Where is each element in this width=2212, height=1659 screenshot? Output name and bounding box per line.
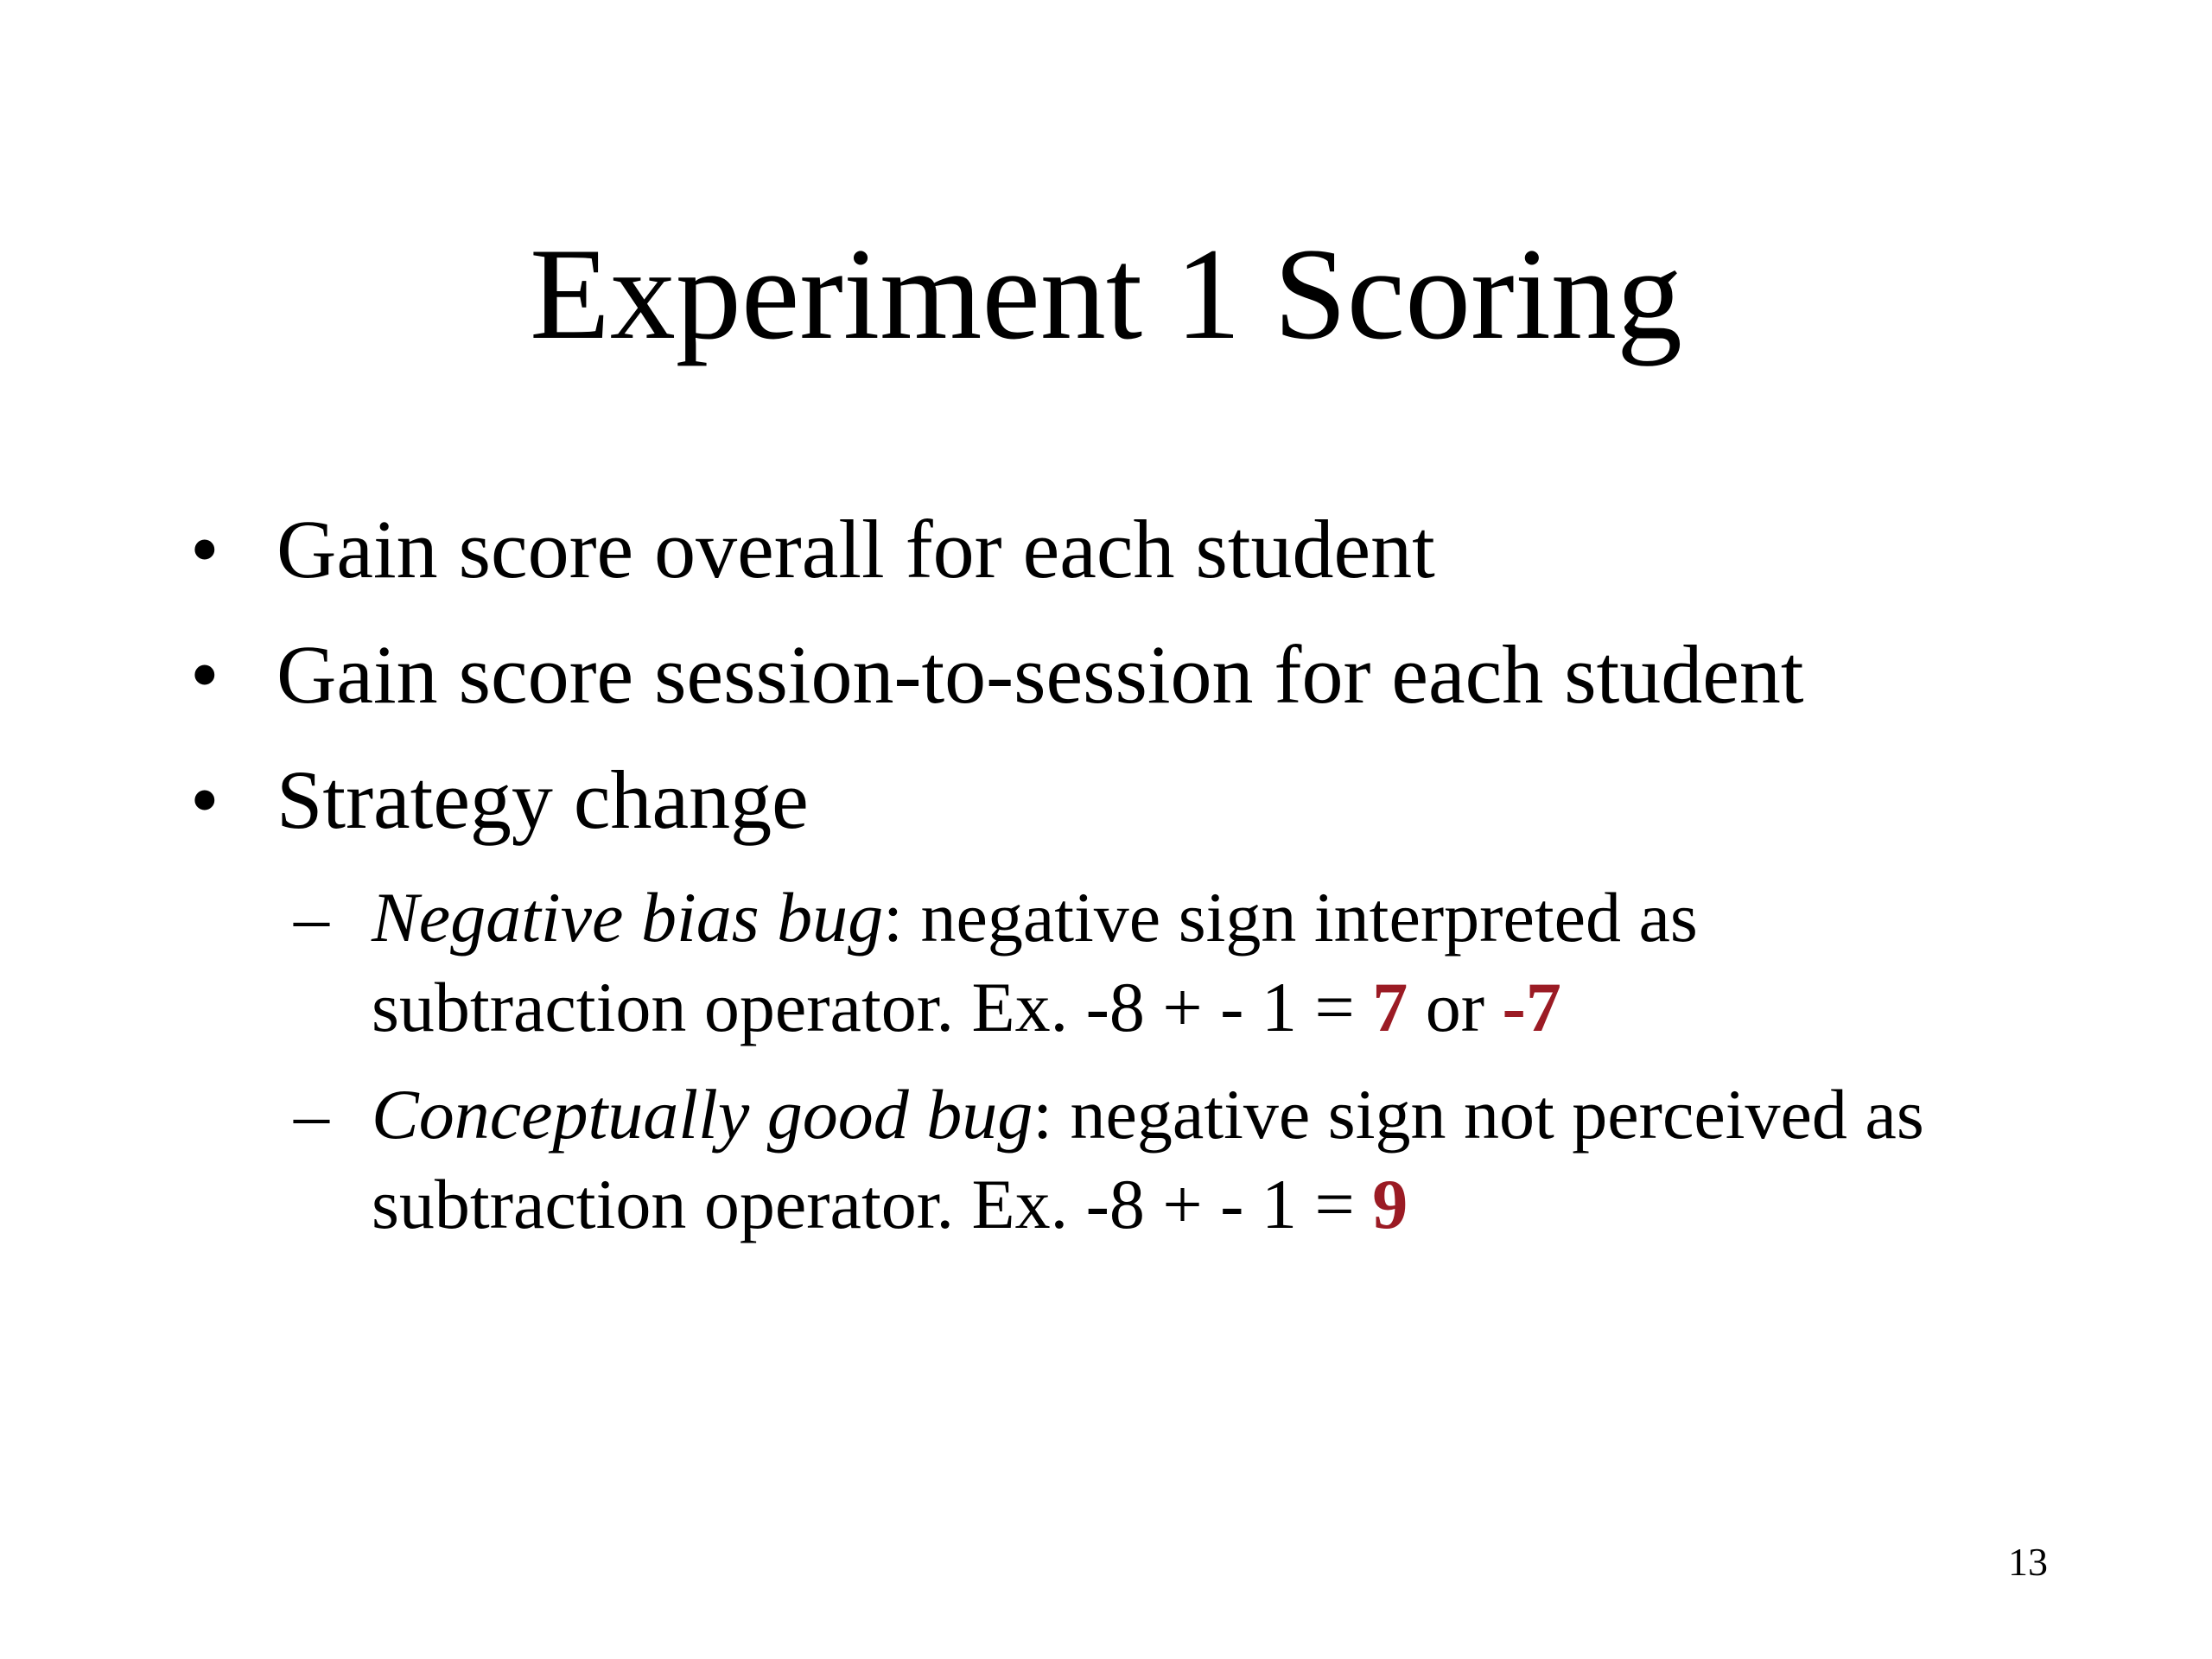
term-label: Negative bias bug (372, 878, 884, 957)
sub-bullet-line-1 (372, 873, 2065, 963)
bullet-item (190, 626, 2091, 723)
term-label: Conceptually good bug (372, 1075, 1033, 1154)
bullet-list (190, 501, 2091, 877)
slide-title: Experiment 1 Scoring (530, 221, 1682, 366)
sub-bullet-list (294, 873, 2065, 1267)
answer-value: -7 (1502, 968, 1561, 1046)
bullet-item (190, 752, 2091, 849)
bullet-icon: • (190, 753, 219, 846)
colon-text: : (1033, 1075, 1053, 1154)
colon-text: : (883, 878, 903, 957)
example-text: subtraction operator. Ex. -8 + - 1 = (372, 1165, 1373, 1243)
bullet-text: Gain score session-to-session for each student (276, 628, 1804, 721)
bullet-item (190, 501, 2091, 598)
sub-bullet-negative-bias (294, 873, 2065, 1052)
example-text: subtraction operator. Ex. -8 + - 1 = (372, 968, 1373, 1046)
bullet-text: Gain score overall for each student (276, 503, 1435, 595)
description-text: negative sign interpreted as (902, 878, 1698, 957)
dash-icon: – (294, 878, 329, 957)
answer-value: 7 (1372, 968, 1408, 1046)
bullet-icon: • (190, 503, 219, 595)
description-text: negative sign not perceived as (1052, 1075, 1924, 1154)
dash-icon: – (294, 1075, 329, 1154)
connector-text: or (1408, 968, 1503, 1046)
sub-bullet-line-2 (372, 1160, 2065, 1249)
bullet-text: Strategy change (276, 753, 809, 846)
sub-bullet-line-1 (372, 1070, 2065, 1160)
sub-bullet-line-2 (372, 963, 2065, 1052)
answer-value: 9 (1372, 1165, 1408, 1243)
sub-bullet-conceptually-good (294, 1070, 2065, 1249)
page-number: 13 (2008, 1540, 2048, 1584)
bullet-icon: • (190, 628, 219, 721)
